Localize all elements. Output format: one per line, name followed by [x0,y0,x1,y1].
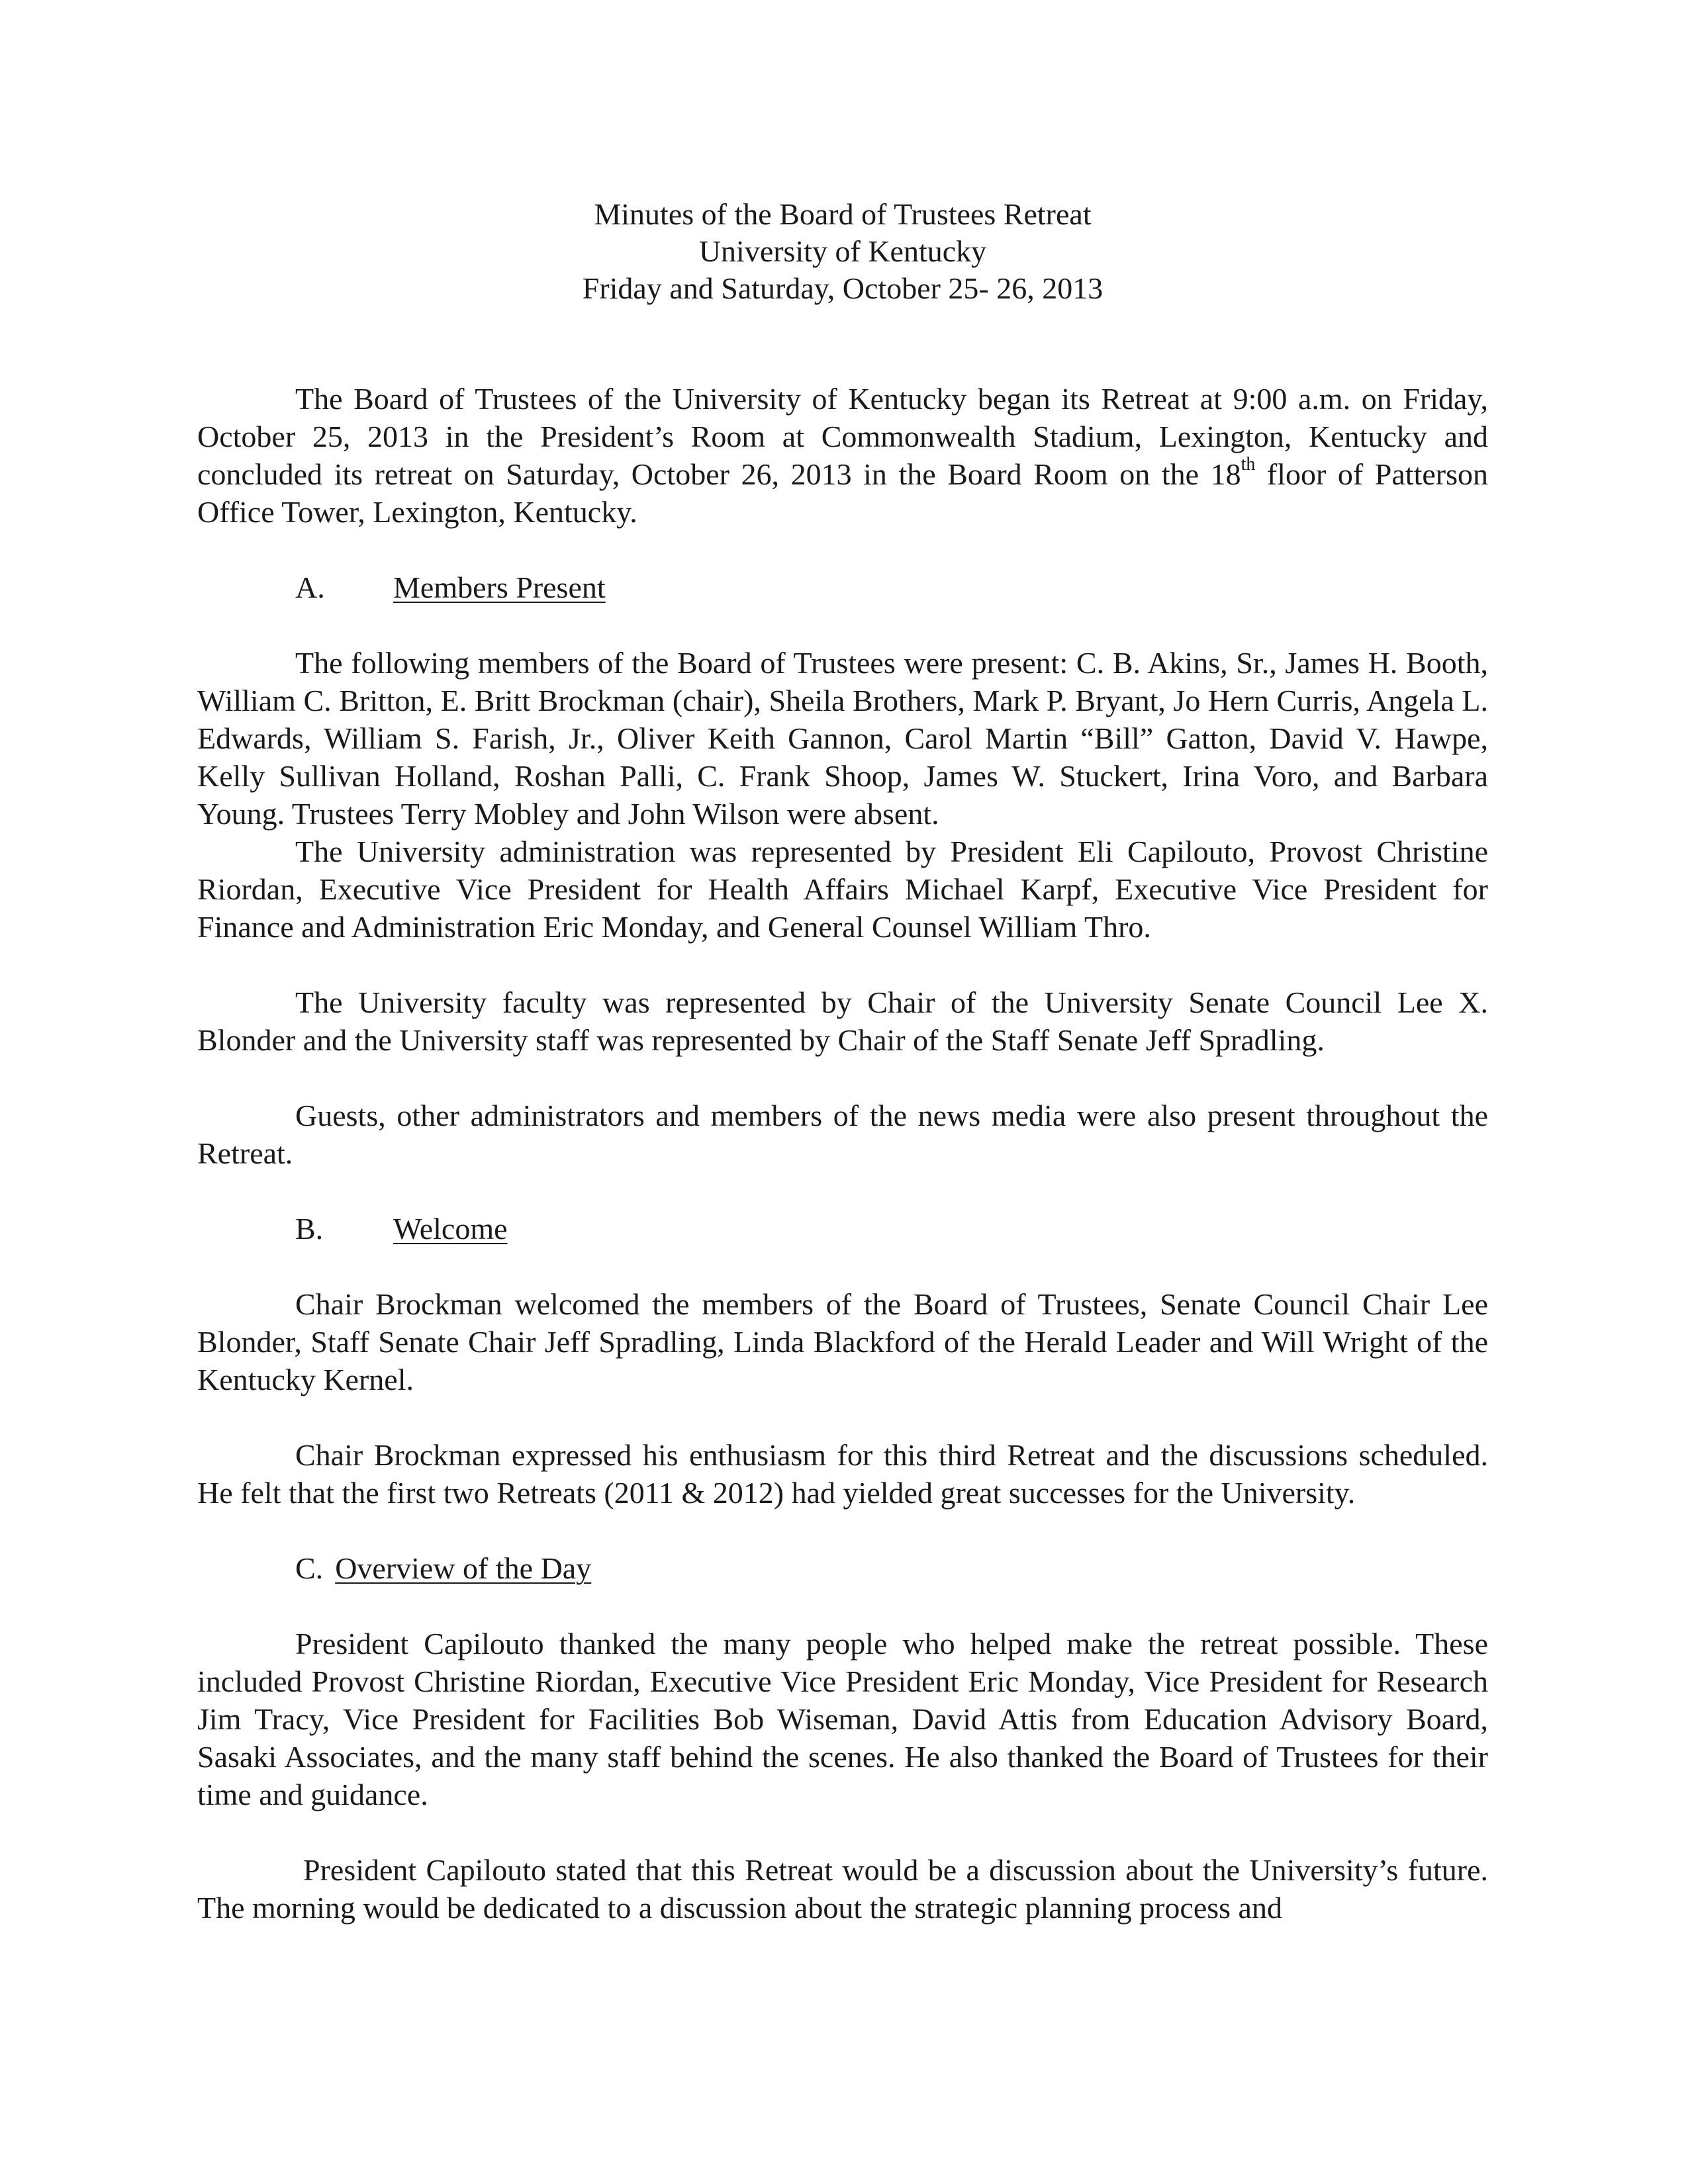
section-heading-overview [197,1549,1488,1587]
intro-superscript: th [1241,454,1256,475]
welcome-paragraph: Chair Brockman welcomed the members of the Board of Trustees, Senate Council Chair Lee Blonder, Staff Senate Chair Jeff Spradling, Linda Blackford of the Herald Leader and Will Wright of the Kentucky Kernel. [197,1287,1488,1396]
guests-paragraph: Guests, other administrators and members of the news media were also present throughout the Retreat. [197,1099,1488,1170]
thanks-paragraph: President Capilouto thanked the many people who helped make the retreat possible. These included Provost Christine Riordan, Executive Vice President Eric Monday, Vice President for Research Jim Tracy, Vice President for Facilities Bob Wiseman, David Attis from Education Advisory Board, Sasaki Associates, and the many staff behind the scenes. He also thanked the Board of Trustees for their time and guidance. [197,1627,1488,1811]
document-title-block [197,196,1488,307]
section-title: Members Present [393,570,606,604]
section-heading-members-present [197,569,1488,606]
members-present-paragraph: The following members of the Board of Trustees were present: C. B. Akins, Sr., James H. Booth, William C. Britton, E. Britt Brockman (chair), Sheila Brothers, Mark P. Bryant, Jo Hern Curris, Angela L. Edwards, William S. Farish, Jr., Oliver Keith Gannon, Carol Martin “Bill” Gatton, David V. Hawpe, Kelly Sullivan Holland, Roshan Palli, C. Frank Shoop, James W. Stuckert, Irina Voro, and Barbara Young. Trustees Terry Mobley and John Wilson were absent. [197,646,1488,831]
intro-text-end: floor of Patterson Office Tower, Lexington, Kentucky. [197,457,1488,529]
intro-text: The Board of Trustees of the University of Kentucky began its Retreat at 9:00 a.m. on Friday, October 25, 2013 in the President’s Room at Commonwealth Stadium, Lexington, Kentucky and concluded its retreat on Saturday, October 26, 2013 in the Board Room on the 18 [197,382,1488,491]
section-letter: A. [295,570,325,604]
section-title: Overview of the Day [335,1551,592,1585]
future-discussion-paragraph: President Capilouto stated that this Retreat would be a discussion about the University’s future. The morning would be dedicated to a discussion about the strategic planning process and [197,1853,1488,1925]
document-page [197,196,1488,1927]
enthusiasm-paragraph: Chair Brockman expressed his enthusiasm for this third Retreat and the discussions scheduled. He felt that the first two Retreats (2011 & 2012) had yielded great successes for the University. [197,1438,1488,1510]
section-heading-welcome [197,1210,1488,1248]
section-letter: B. [295,1212,324,1246]
section-title: Welcome [393,1212,508,1246]
administration-paragraph: The University administration was represented by President Eli Capilouto, Provost Christine Riordan, Executive Vice President for Health Affairs Michael Karpf, Executive Vice President for Finance and Administration Eric Monday, and General Counsel William Thro. [197,835,1488,944]
faculty-staff-paragraph: The University faculty was represented by Chair of the University Senate Council Lee X. Blonder and the University staff was represented by Chair of the Staff Senate Jeff Spradling. [197,985,1488,1057]
section-letter: C. [295,1551,324,1585]
title-line-3: Friday and Saturday, October 25- 26, 2013 [582,271,1103,305]
title-line-1: Minutes of the Board of Trustees Retreat [594,197,1092,231]
intro-paragraph [197,380,1488,531]
title-line-2: University of Kentucky [698,234,987,268]
